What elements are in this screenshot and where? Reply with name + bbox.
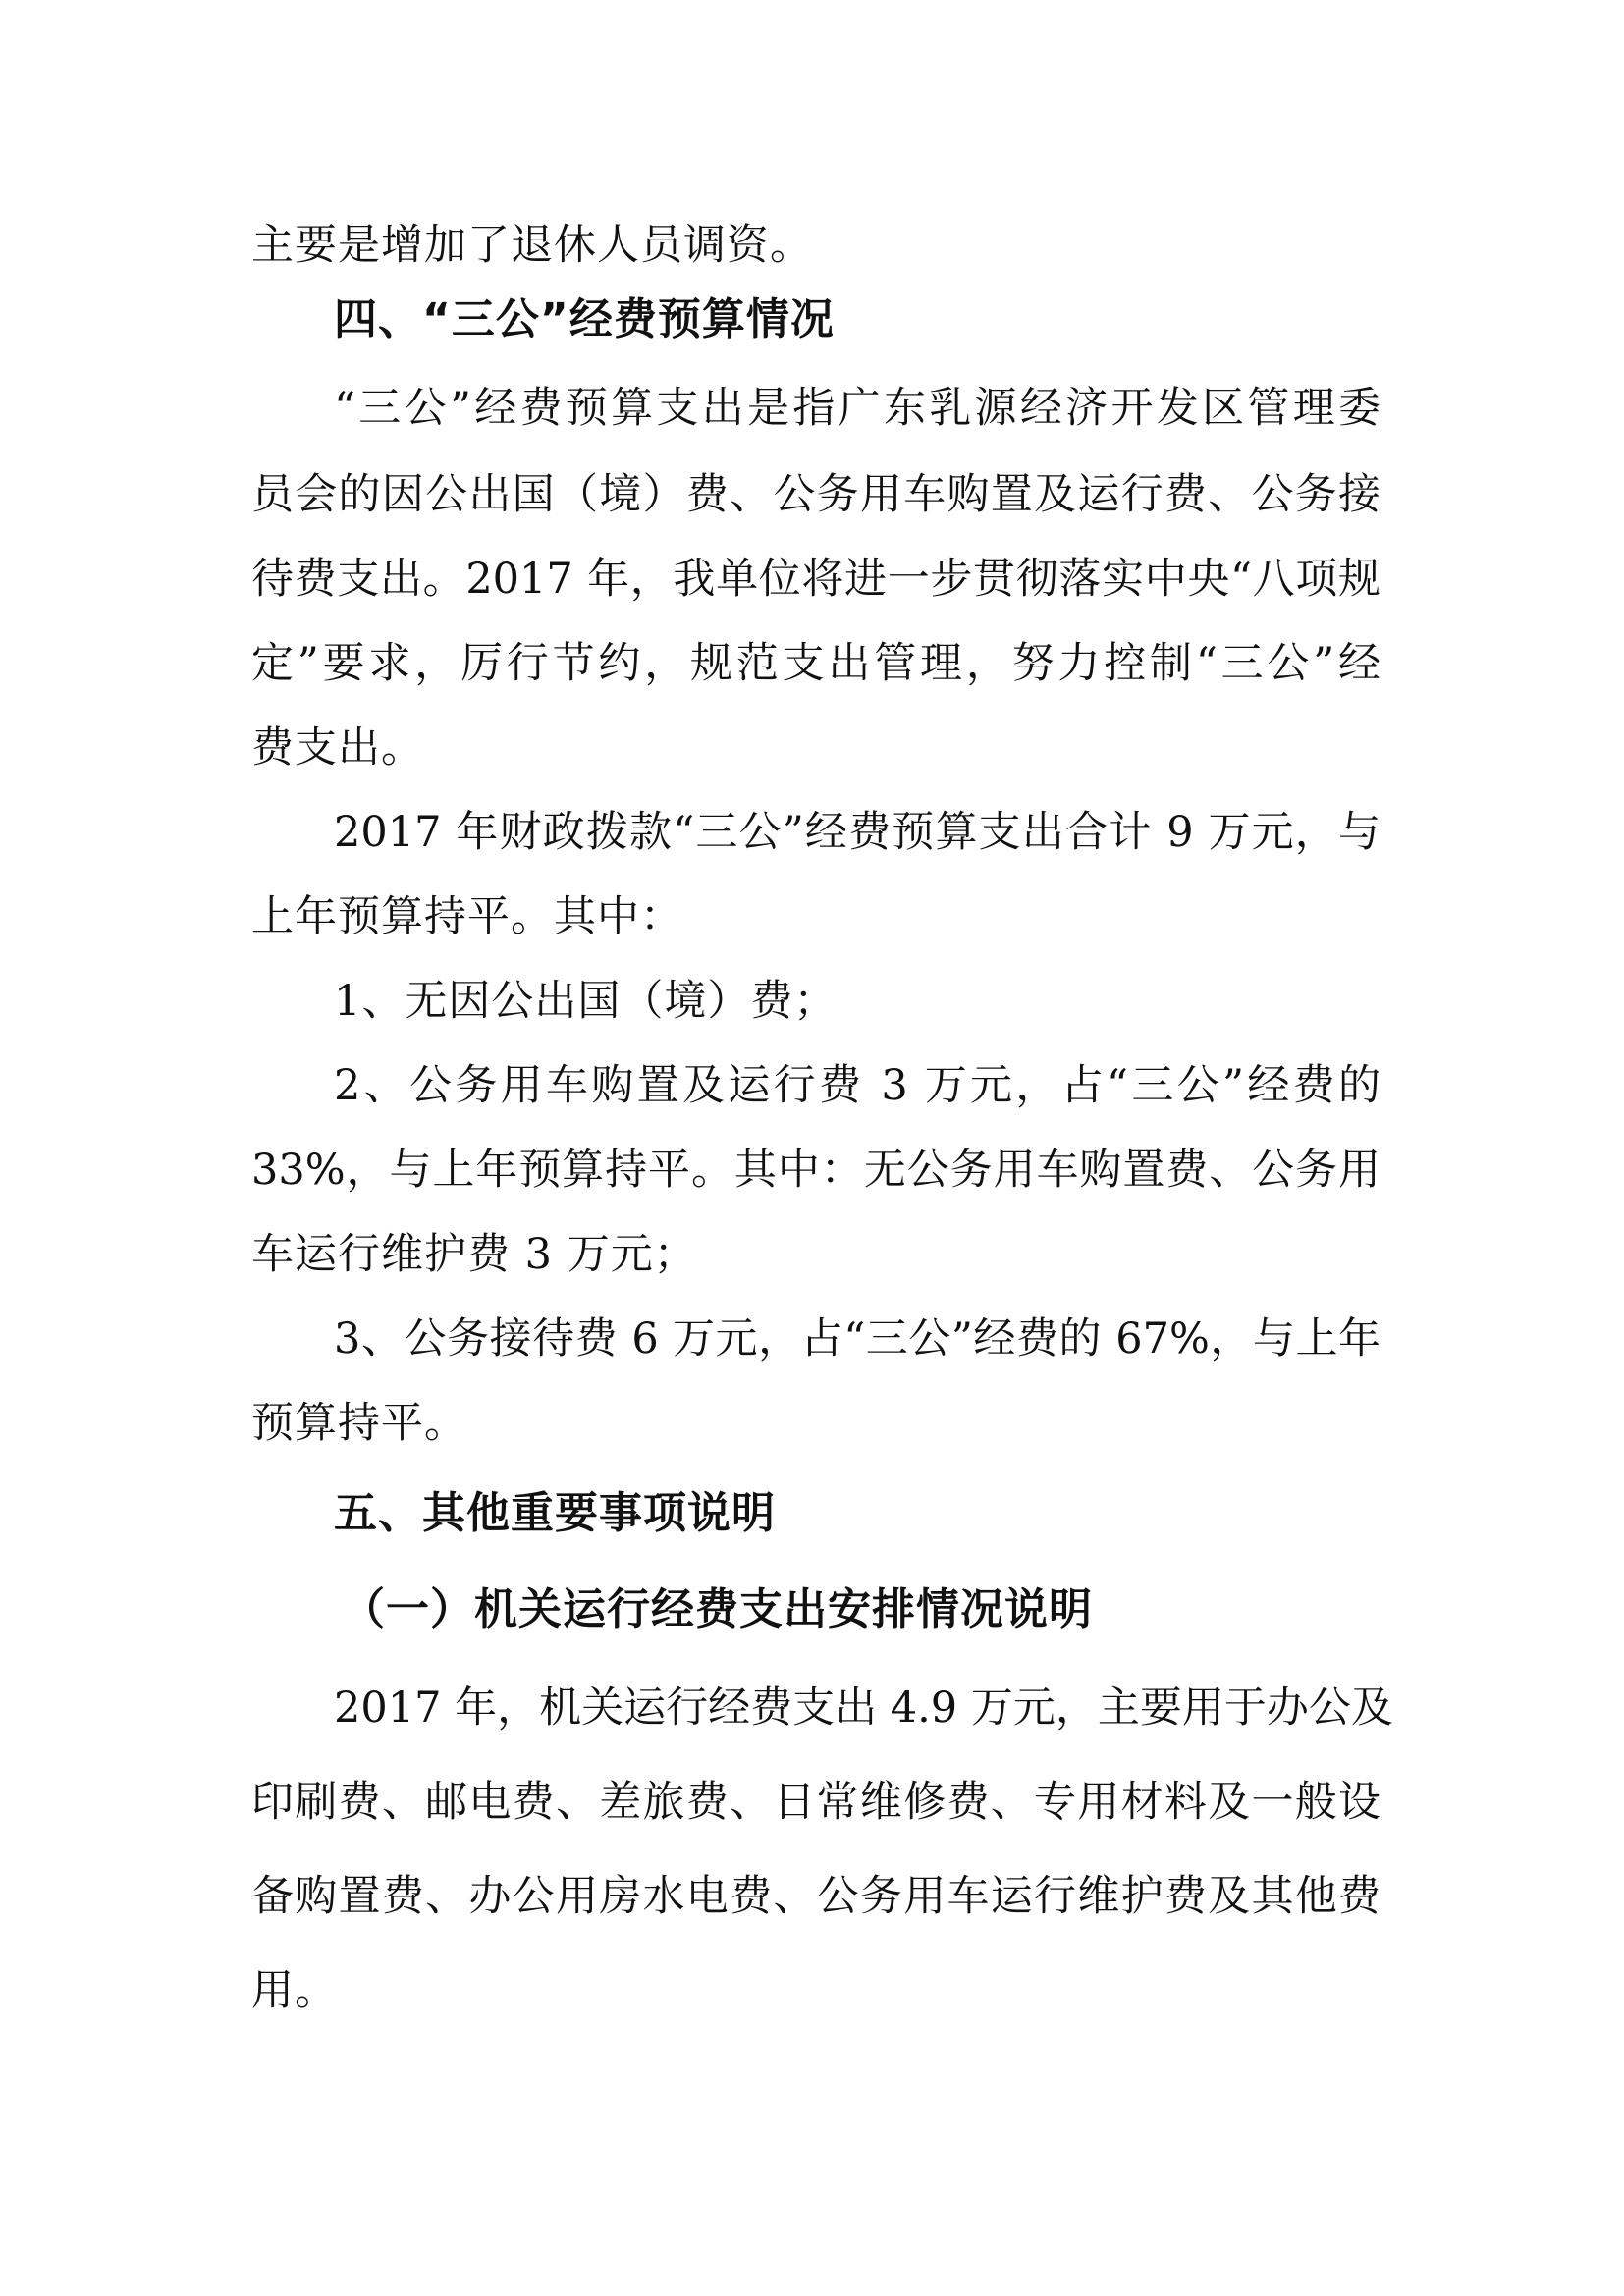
paragraph-line: 2017 年，机关运行经费支出 4.9 万元，主要用于办公及 <box>334 1683 1393 1733</box>
list-item: 3、公务接待费 6 万元，占“三公”经费的 67%，与上年 <box>334 1314 1380 1363</box>
paragraph-line: 上年预算持平。其中： <box>251 892 683 941</box>
section-heading-4: 四、“三公”经费预算情况 <box>334 294 835 345</box>
paragraph-line: 定”要求，厉行节约，规范支出管理，努力控制“三公”经 <box>251 639 1380 688</box>
paragraph-line: 备购置费、办公用房水电费、公务用车运行维护费及其他费 <box>251 1872 1380 1921</box>
paragraph-line: 待费支出。2017 年，我单位将进一步贯彻落实中央“八项规 <box>251 555 1380 604</box>
paragraph-line: 费支出。 <box>251 723 424 773</box>
subsection-heading: （一）机关运行经费支出安排情况说明 <box>342 1584 1093 1634</box>
paragraph-line: 预算持平。 <box>251 1399 467 1448</box>
paragraph-line: 用。 <box>251 1966 338 2015</box>
list-item: 2、公务用车购置及运行费 3 万元，占“三公”经费的 <box>334 1061 1380 1110</box>
paragraph-line: 印刷费、邮电费、差旅费、日常维修费、专用材料及一般设 <box>251 1778 1380 1827</box>
paragraph-line: 员会的因公出国（境）费、公务用车购置及运行费、公务接 <box>251 470 1380 519</box>
paragraph-line: 33%，与上年预算持平。其中：无公务用车购置费、公务用 <box>251 1146 1380 1195</box>
list-item: 1、无因公出国（境）费； <box>334 977 838 1026</box>
paragraph-line: 主要是增加了退休人员调资。 <box>251 221 813 270</box>
paragraph-line: 车运行维护费 3 万元； <box>251 1230 697 1279</box>
paragraph-line: “三公”经费预算支出是指广东乳源经济开发区管理委 <box>334 384 1380 433</box>
paragraph-line: 2017 年财政拨款“三公”经费预算支出合计 9 万元，与 <box>334 808 1380 857</box>
section-heading-5: 五、其他重要事项说明 <box>334 1488 776 1538</box>
